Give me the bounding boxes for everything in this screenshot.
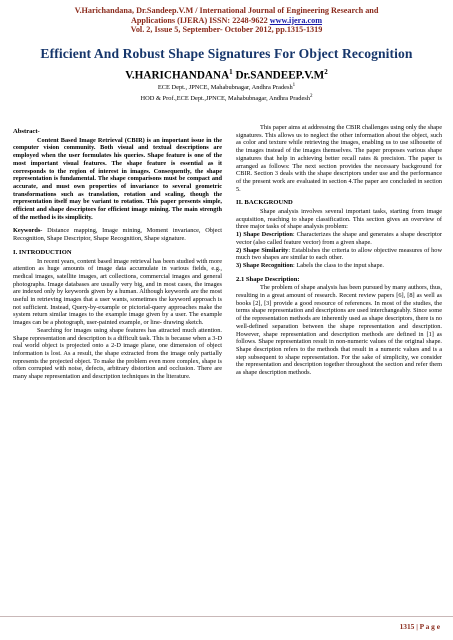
affiliation-2-text: HOD & Prof.,ECE Dept.,JPNCE, Mahabubnagar, Andhra Pradesh [140, 94, 310, 102]
task-item-2-label: 2) Shape Similarity [236, 246, 289, 254]
task-item-1-label: 1) Shape Description [236, 231, 293, 239]
affiliation-1 [0, 82, 453, 93]
author-2: Dr.SANDEEP.V.M [235, 69, 325, 82]
task-item-3 [236, 262, 442, 270]
affiliations [0, 82, 453, 103]
intro-paragraph-1: In recent years, content based image retrieval has been studied with more attention as huge amounts of image data accumulate in various fields, e.g., medical images, satellite images, art collections, commercial images and general photographs. Image databases are usually very big, and in most cases, the images are indexed only by keywords given by a human. Although keywords are the most useful in retrieving images that a user wants, sometimes the keyword approach is not sufficient. Instead, Query-by-example or pictorial-query approaches make the system return similar images to the example image given by a user. The example images can be a photograph, user-painted example, or line- drawing sketch. [13, 257, 222, 327]
author-1-sup: 1 [229, 68, 233, 76]
keywords-text: Distance mapping, Image mining, Moment invariance, Object Recognition, Shape Descriptor, Shape Recognition, Shape signature. [13, 227, 222, 243]
journal-header-line2 [0, 16, 453, 26]
footer-rule [0, 616, 453, 619]
author-line [0, 68, 453, 82]
task-item-3-label: 3) Shape Recognition [236, 261, 294, 269]
task-item-1 [236, 231, 442, 246]
background-heading: II. BACKGROUND [236, 199, 293, 207]
shape-description-heading: 2.1 Shape Description: [236, 275, 300, 283]
shape-description-paragraph: The problem of shape analysis has been pursued by many authors, thus, resulting in a great amount of research. Recent review papers [6], [8] as well as books [2], [3] provide a good resource of references. In most of the studies, the terms shape representation and descriptions are used interchangeably. Since some of the representation methods are inherently used as shape descriptors, there is no well-defined separation between the shape representation and description. However, shape representation and description methods are defined in [1] as follows. Shape representation result in non-numeric values of the original shape. Shape description refers to the methods that result in a numeric values and is a step subsequent to shape representation. For the sake of simplicity, we consider the representation and description together throughout the section and refer them as shape description methods. [236, 284, 442, 377]
journal-issn: Applications (IJERA) ISSN: 2248-9622 [130, 15, 270, 25]
intro-paragraph-2: Searching for images using shape features has attracted much attention. Shape representation and description is a difficult task. This is because when a 3-D real world object is projected onto a 2-D image plane, one dimension of object information is lost. As a result, the shape extracted from the image only partially represents the projected object. To make the problem even more complex, shape is often corrupted with noise, defects, arbitrary distortion and occlusion. There are many shape representation and description techniques in the literature. [13, 326, 222, 381]
left-column [13, 128, 222, 381]
task-item-1-text: : Characterizes the shape and generates a shape descriptor vector (also called feature vector) from a given shape. [236, 231, 442, 246]
affiliation-1-sup: 1 [292, 83, 296, 88]
keywords [13, 227, 222, 242]
paper-title: Efficient And Robust Shape Signatures For Object Recognition [40, 46, 413, 61]
intro-heading: I. INTRODUCTION [13, 248, 72, 256]
affiliation-2 [0, 93, 453, 104]
journal-header [0, 6, 453, 35]
journal-header-line1: V.Harichandana, Dr.Sandeep.V.M / International Journal of Engineering Research and [74, 6, 379, 15]
journal-header-line3: Vol. 2, Issue 5, September- October 2012, pp.1315-1319 [130, 25, 323, 35]
aim-paragraph: This paper aims at addressing the CBIR challenges using only the shape signatures. This allows us to neglect the other information about the object, such as color and texture while retrieving the images, enabling us to use silhouette of the images instead of the images themselves. The paper proposes various shape signatures that help in achieving better recall rates & precision. The paper is arranged as follows: The next section provides the necessary background for CBIR. Section 3 deals with the shape descriptors under use and the performance of the present work are evaluated in section 4.The paper are concluded in section 5. [236, 124, 442, 193]
right-column [236, 124, 442, 377]
background-paragraph: Shape analysis involves several important tasks, starting from image acquisition, reaching to shape classification. This section gives an overview of three major tasks of shape analysis problem: [236, 208, 442, 231]
affiliation-1-text: ECE Dept., JPNCE, Mahabubnagar, Andhra Pradesh [157, 84, 293, 92]
author-2-sup: 2 [324, 68, 328, 76]
abstract-text: Content Based Image Retrieval (CBIR) is an important issue in the computer vision community. Both visual and textual descriptions are employed when the user formulates his queries. Shape feature is one of the most important visual features. The shape feature is essential as it corresponds to the region of interest in images. Consequently, the shape representation is fundamental. The shape comparisons must be compact and accurate, and must own properties of invariance to several geometric transformations such as translation, rotation and scaling, though the representation itself may be variant to rotation. This paper presents simple, efficient and shape descriptors for efficient image mining. The main strength of the method is its simplicity. [13, 136, 222, 221]
affiliation-2-sup: 2 [309, 93, 313, 99]
keywords-label: Keywords- [13, 227, 43, 235]
page-number: 1315 | P a g e [399, 622, 440, 631]
journal-website-link[interactable]: www.ijera.com [269, 15, 323, 25]
abstract-heading: Abstract- [13, 128, 40, 135]
author-1: V.HARICHANDANA [125, 69, 230, 82]
task-item-2-text: : Establishes the criteria to allow objective measures of how much two shapes are similar to each other. [236, 246, 442, 262]
task-item-2 [236, 247, 442, 262]
task-item-3-text: : Labels the class to the input shape. [293, 261, 384, 269]
